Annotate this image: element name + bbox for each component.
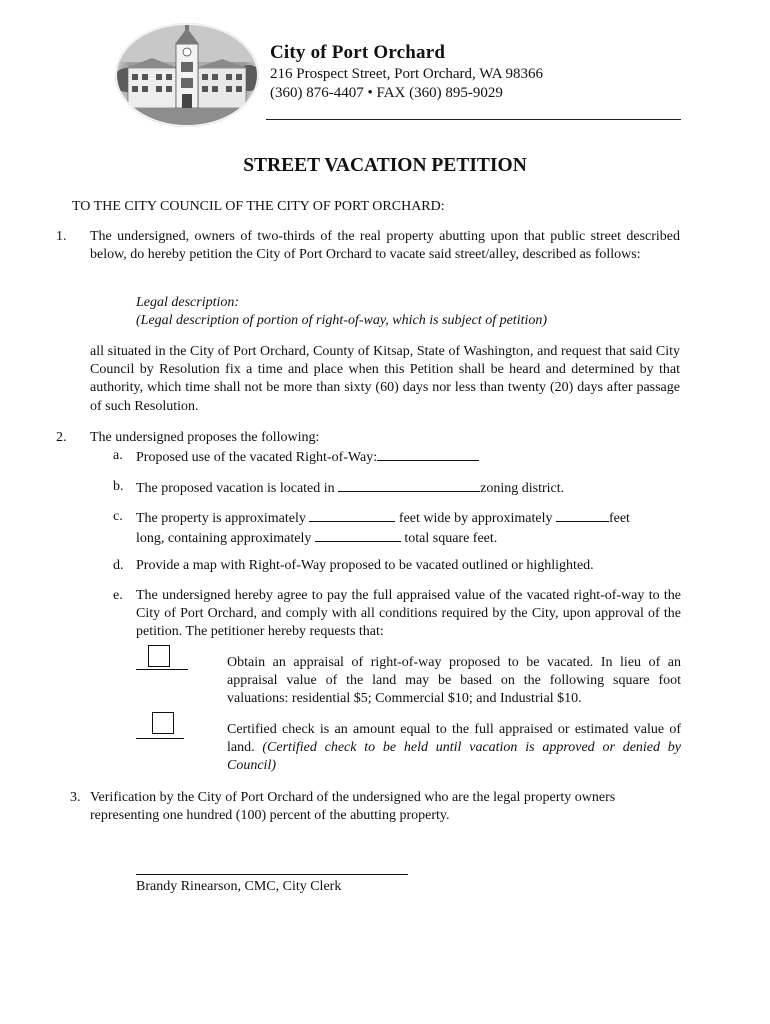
length-feet-field[interactable] [556,508,609,522]
sub-a [136,447,681,467]
item2-number: 2. [56,430,67,445]
sub-c-part2: feet wide by approximately [395,511,556,526]
sub-c-part4: long, containing approximately [136,531,315,547]
item3-number: 3. [70,790,81,805]
sub-c-part3: feet [608,511,630,526]
legal-description-hint: (Legal description of portion of right-of-way, which is subject of petition) [136,313,548,328]
sub-b [136,478,681,498]
zoning-district-field[interactable] [338,478,480,492]
item1-number: 1. [56,229,67,244]
sub-a-letter: a. [113,448,123,463]
legal-description-label: Legal description: [136,295,240,310]
sub-d-text: Provide a map with Right-of-Way proposed to be vacated outlined or highlighted. [136,558,594,573]
situated-paragraph: all situated in the City of Port Orchard, County of Kitsap, State of Washington, and request that said City Council by Resolution fix a time and place when this Petition shall be heard and determined by that authority, which time shall not be more than sixty (60) days nor less than twenty (20) days after passage of such Resolution. [90,344,680,414]
item3-text: Verification by the City of Port Orchard of the undersigned who are the legal property owners representing one hundred (100) percent of the abutting property. [90,790,616,824]
certified-check-checkbox[interactable] [152,712,174,734]
sub-b-text-before: The proposed vacation is located in [136,481,339,496]
total-square-feet-field[interactable] [315,528,401,542]
sub-a-text: Proposed use of the vacated Right-of-Way: [136,450,378,465]
appraisal-option-text: Obtain an appraisal of right-of-way proposed to be vacated. In lieu of an appraisal value of the land may be based on the following square foot valuations: residential $5; Commercial $10; and Industrial $10. [227,655,681,707]
sub-c-part1: The property is approximately [136,511,310,526]
sub-c-letter: c. [113,509,123,524]
certified-check-option [227,721,681,776]
proposed-use-field[interactable] [377,447,479,461]
org-phone-fax: (360) 876-4407 • FAX (360) 895-9029 [270,85,503,101]
salutation: TO THE CITY COUNCIL OF THE CITY OF PORT ORCHARD: [72,199,445,214]
sub-e-text: The undersigned hereby agree to pay the full appraised value of the vacated right-of-way to the City of Port Orchard, and comply with all conditions required by the City, upon approval of the petition. The petitioner hereby requests that: [136,588,681,640]
sub-c-part5: total square feet. [400,531,498,547]
item1-text: The undersigned, owners of two-thirds of the real property abutting upon that public street described below, do hereby petition the City of Port Orchard to vacate said street/alley, described as follows: [90,229,680,263]
city-hall-logo [114,22,260,128]
appraisal-checkbox-underline [136,669,188,670]
certified-check-note: (Certified check to be held until vacation is approved or denied by Council) [227,740,682,774]
width-feet-field[interactable] [309,508,395,522]
header-divider [266,119,681,120]
signature-line[interactable] [136,874,408,875]
item2-text: The undersigned proposes the following: [90,430,320,445]
certified-check-text: Certified check is an amount equal to the full appraised or estimated value of land. [227,722,681,756]
sub-d-letter: d. [113,558,124,573]
document-title: STREET VACATION PETITION [243,155,527,176]
org-name: City of Port Orchard [270,42,446,63]
appraisal-checkbox[interactable] [148,645,170,667]
org-address: 216 Prospect Street, Port Orchard, WA 98366 [270,66,544,82]
sub-b-letter: b. [113,479,124,494]
sub-e-letter: e. [113,588,123,603]
sub-c [136,508,681,548]
sub-b-text-after: zoning district. [480,481,565,496]
signatory-name: Brandy Rinearson, CMC, City Clerk [136,879,342,894]
certified-check-checkbox-underline [136,738,184,739]
